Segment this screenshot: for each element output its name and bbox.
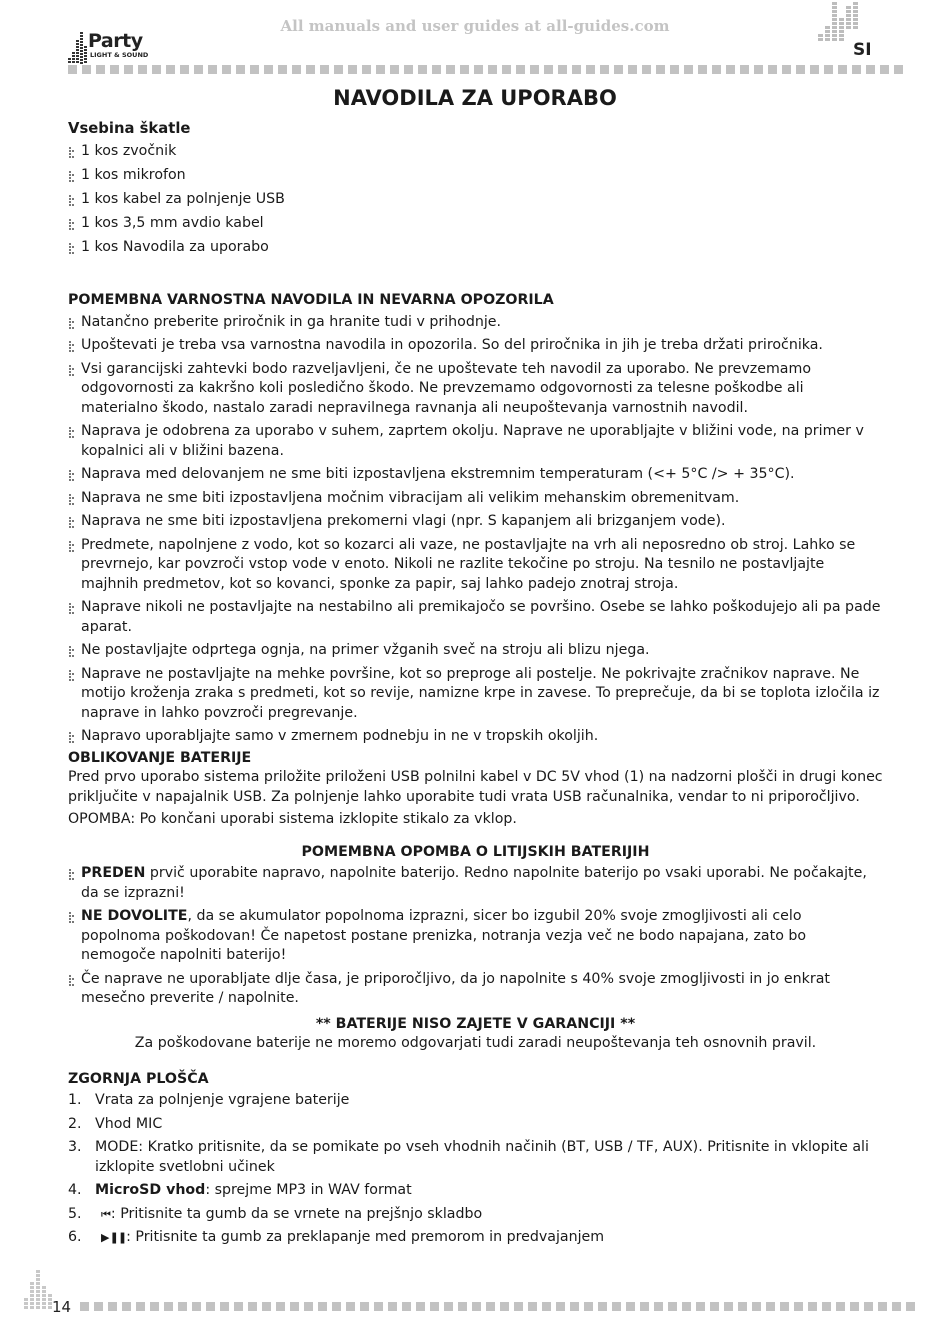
panel-item [68,1115,883,1135]
warranty-heading: ** BATERIJE NISO ZAJETE V GARANCIJI ** [315,1015,636,1032]
lithium-item [68,970,883,1009]
panel-item-text: : Pritisnite ta gumb za preklapanje med premorom in predvajanjem [126,1229,605,1245]
box-contents-heading: Vsebina škatle [68,120,191,137]
safety-item-text: Predmete, napolnjene z vodo, kot so kozarci ali vaze, ne postavljajte na vrh ali neposredno ob stroj. Lahko se prevrnejo, kar povzroči vstop vode v enoto. Nikoli ne razlite tekočine po stroju. Na tesnilo ne postavljajte majhnih predmetov, kot so kovanci, sponke za papir, saj lahko padejo znotraj stroja. [81,536,856,592]
party-logo-icon [68,30,90,64]
box-item [68,142,883,162]
lithium-item-text: , da se akumulator popolnoma izprazni, sicer bo izgubil 20% svoje zmogljivosti ali celo popolnoma poškodovan! Če napetost postane prenizka, notranja vezja več ne bodo napajana, zato bo nemogoče napolniti baterijo! [81,908,807,963]
panel-item-bold: MicroSD vhod [95,1182,206,1198]
footer-divider [80,1302,920,1311]
dotted-bullet-icon [69,494,75,505]
page-title: NAVODILA ZA UPORABO [333,86,617,110]
panel-item-number: 1. [68,1092,82,1108]
dotted-bullet-icon [69,171,75,182]
warranty-text: Za poškodovane baterije ne moremo odgovarjati tudi zaradi neupoštevanja teh osnovnih pravil. [134,1035,817,1051]
safety-item-text: Naprava ne sme biti izpostavljena močnim vibracijam ali velikim mehanskim obremenitvam. [81,489,740,506]
dotted-bullet-icon [69,341,75,352]
header-divider [68,65,908,74]
equalizer-bars-icon [816,0,872,42]
dotted-bullet-icon [69,243,75,254]
safety-item-text: Natančno preberite priročnik in ga hranite tudi v prihodnje. [81,313,501,330]
panel-heading: ZGORNJA PLOŠČA [68,1070,209,1087]
safety-heading: POMEMBNA VARNOSTNA NAVODILA IN NEVARNA OPOZORILA [68,292,554,308]
lithium-heading: POMEMBNA OPOMBA O LITIJSKIH BATERIJIH [301,843,650,860]
dotted-bullet-icon [69,427,75,438]
safety-item-text: Naprava je odobrena za uporabo v suhem, zaprtem okolju. Naprave ne uporabljajte v bližini vode, na primer v kopalnici ali v bližini bazena. [81,423,864,459]
document-body [68,119,883,1252]
safety-item-text: Naprave nikoli ne postavljajte na nestabilno ali premikajočo se površino. Osebe se lahko poškodujejo ali pa pade aparat. [81,599,881,635]
safety-item-text: Ne postavljajte odprtega ognja, na primer vžganih sveč na stroju ali blizu njega. [81,642,650,658]
box-item [68,214,883,234]
box-item [68,166,883,186]
dotted-bullet-icon [69,541,75,552]
box-item [68,238,883,258]
safety-item [68,641,883,661]
lithium-item [68,907,883,966]
box-item-text: 1 kos zvočnik [81,142,177,159]
box-item-text: 1 kos mikrofon [81,166,186,183]
panel-item-number: 5. [68,1205,82,1222]
panel-item [68,1091,883,1111]
safety-item [68,313,883,333]
dotted-bullet-icon [69,603,75,614]
panel-item [68,1205,883,1225]
safety-list [68,313,883,747]
dotted-bullet-icon [69,869,75,880]
lithium-item-bold: PREDEN [81,865,146,881]
panel-item [68,1228,883,1248]
box-item-text: 1 kos kabel za polnjenje USB [81,190,285,207]
lithium-item-text: prvič uporabite napravo, napolnite baterijo. Redno napolnite baterijo po vsaki uporabi. Ne počakajte, da se izprazni! [81,865,867,901]
dotted-bullet-icon [69,318,75,329]
safety-item [68,489,883,509]
box-item [68,190,883,210]
box-item-text: 1 kos Navodila za uporabo [81,238,269,255]
safety-item [68,512,883,532]
battery-note: OPOMBA: Po končani uporabi sistema izklopite stikalo za vklop. [68,811,517,827]
panel-item-text: : Pritisnite ta gumb da se vrnete na prejšnjo skladbo [110,1205,483,1222]
lithium-list [68,864,883,1009]
panel-item-number: 3. [68,1139,82,1155]
safety-item-text: Vsi garancijski zahtevki bodo razveljavljeni, če ne upoštevate teh navodil za uporabo. Ne prevzemamo odgovornosti za kakršno koli posledično škodo. Ne prevzemamo odgovornosti za telesne poškodbe ali materialno škodo, nastalo zaradi nepravilnega ravnanja ali neupoštevanja varnostnih navodil. [81,360,811,416]
safety-item-text: Napravo uporabljajte samo v zmernem podnebju in ne v tropskih okoljih. [81,728,599,744]
safety-item [68,422,883,461]
watermark-text: All manuals and user guides at all-guides.com [280,17,670,35]
dotted-bullet-icon [69,517,75,528]
box-item-text: 1 kos 3,5 mm avdio kabel [81,214,264,231]
panel-item [68,1181,883,1201]
panel-list [68,1091,883,1248]
safety-item-text: Naprava ne sme biti izpostavljena prekomerni vlagi (npr. S kapanjem ali brizganjem vode). [81,513,726,529]
dotted-bullet-icon [69,646,75,657]
safety-item-text: Naprava med delovanjem ne sme biti izpostavljena ekstremnim temperaturam (<+ 5°C /> + 35°C). [81,466,795,482]
panel-item-number: 2. [68,1115,82,1132]
safety-item [68,536,883,595]
lithium-item [68,864,883,903]
dotted-bullet-icon [69,195,75,206]
safety-item [68,727,883,747]
page-number: 14 [52,1298,72,1316]
safety-item [68,665,883,724]
dotted-bullet-icon [69,912,75,923]
panel-item-text: Vhod MIC [95,1115,163,1132]
panel-item-text: Vrata za polnjenje vgrajene baterije [95,1092,350,1108]
brand-subtitle: LIGHT & SOUND [90,51,149,59]
safety-item-text: Naprave ne postavljajte na mehke površine, kot so preproge ali postelje. Ne pokrivajte zračnikov naprave. Ne motijo kroženja zraka s predmeti, kot so revije, namizne krpe in zavese. To preprečuje, da bi se toplota izločila iz naprave in lahko povzroči pregrevanje. [81,665,880,721]
lithium-item-bold: NE DOVOLITE [81,908,188,924]
panel-item-text: MODE: Kratko pritisnite, da se pomikate po vseh vhodnih načinih (BT, USB / TF, AUX). Pritisnite in vklopite ali izklopite svetlobni učinek [95,1139,869,1175]
dotted-bullet-icon [69,670,75,681]
dotted-bullet-icon [69,365,75,376]
dotted-bullet-icon [69,732,75,743]
panel-item-text: : sprejme MP3 in WAV format [205,1182,412,1198]
panel-item-number: 4. [68,1182,82,1198]
lithium-item-text: Če naprave ne uporabljate dlje časa, je priporočljivo, da jo napolnite s 40% svoje zmogljivosti in jo enkrat mesečno preverite / napolnite. [81,970,830,1006]
dotted-bullet-icon [69,975,75,986]
safety-item [68,336,883,356]
battery-text: Pred prvo uporabo sistema priložite priloženi USB polnilni kabel v DC 5V vhod (1) na nadzorni plošči in drugi konec priključite v napajalnik USB. Za polnjenje lahko uporabite tudi vrata USB računalnika, vendar to ni priporočljivo. [68,769,883,805]
safety-item [68,360,883,419]
box-contents-list [68,142,883,258]
brand-name: Party [88,30,143,52]
play-pause-icon: ▶ ❚❚ [101,1231,127,1244]
safety-item [68,465,883,485]
dotted-bullet-icon [69,219,75,230]
safety-item [68,598,883,637]
panel-item-number: 6. [68,1229,82,1245]
panel-item [68,1138,883,1177]
previous-track-icon: ⏮ [101,1207,111,1221]
brand-logo [68,26,178,64]
language-label: SI [853,40,872,60]
safety-item-text: Upoštevati je treba vsa varnostna navodila in opozorila. So del priročnika in jih je treba držati priročnika. [81,337,823,353]
dotted-bullet-icon [69,470,75,481]
dotted-bullet-icon [69,147,75,158]
battery-heading: OBLIKOVANJE BATERIJE [68,749,252,766]
